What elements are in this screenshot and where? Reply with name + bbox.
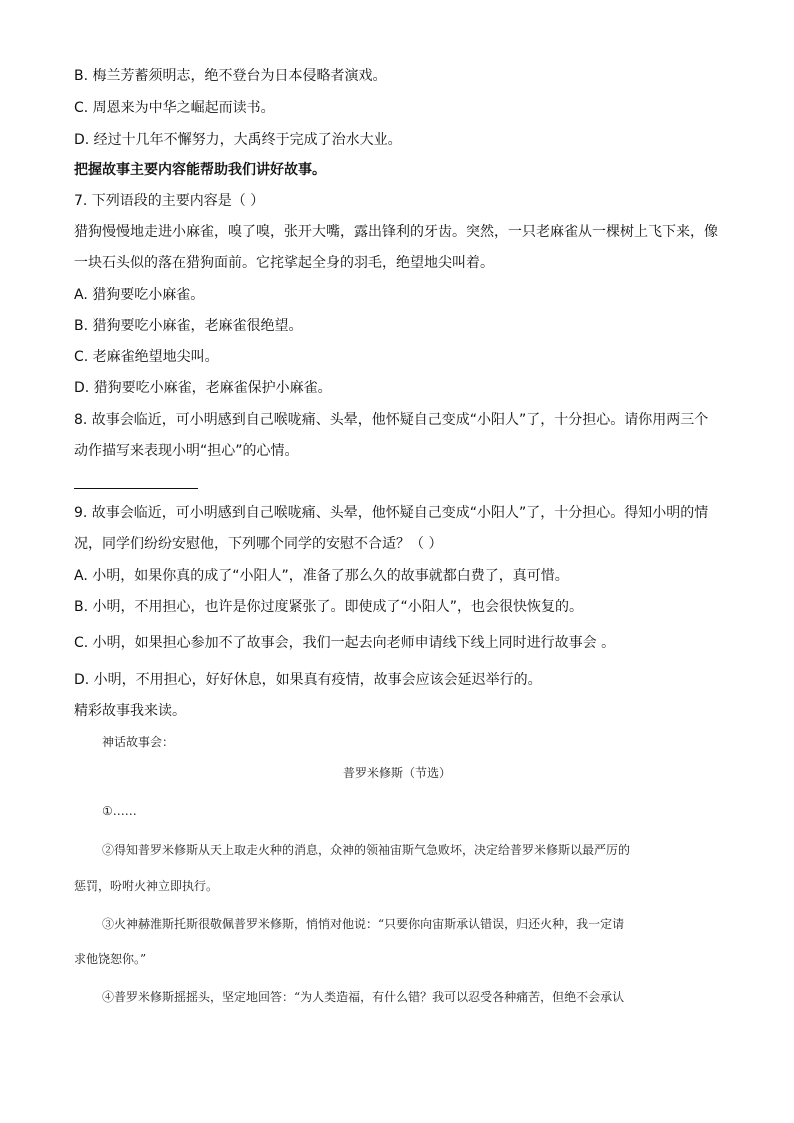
q8-line1: 8. 故事会临近，可小明感到自己喉咙痛、头晕，他怀疑自己变成“小阳人”了，十分担心。请你用两三个 (74, 412, 709, 428)
q9-option-a: A. 小明，如果你真的成了“小阳人”，准备了那么久的故事就都白费了，真可惜。 (74, 568, 569, 584)
section-heading: 把握故事主要内容能帮助我们讲好故事。 (74, 162, 326, 178)
q8-answer-blank[interactable] (74, 488, 198, 489)
q9-option-b: B. 小明，不用担心，也许是你过度紧张了。即使成了“小阳人”，也会很快恢复的。 (74, 599, 584, 615)
q7-option-a: A. 猎狗要吃小麻雀。 (74, 287, 205, 303)
story-paragraph-4-line1: ④普罗米修斯摇摇头，坚定地回答：“为人类造福，有什么错？我可以忍受各种痛苦，但绝不会承认 (102, 990, 625, 1004)
story-label: 神话故事会： (102, 735, 175, 749)
q9-option-d: D. 小明，不用担心，好好休息，如果真有疫情，故事会应该会延迟举行的。 (74, 672, 542, 688)
story-paragraph-3-line2: 求他饶恕你。” (74, 952, 147, 966)
reading-heading: 精彩故事我来读。 (74, 703, 186, 719)
story-title: 普罗米修斯（节选） (342, 766, 451, 780)
q9-option-c: C. 小明，如果担心参加不了故事会，我们一起去向老师申请线下线上同时进行故事会 。 (74, 635, 616, 651)
q6-option-d: D. 经过十几年不懈努力，大禹终于完成了治水大业。 (74, 132, 402, 148)
q7-option-c: C. 老麻雀绝望地尖叫。 (74, 349, 219, 365)
story-paragraph-1: ①…… (102, 804, 137, 818)
q8-line2: 动作描写来表现小明“担心”的心情。 (74, 443, 299, 459)
story-paragraph-3-line1: ③火神赫淮斯托斯很敬佩普罗米修斯，悄悄对他说：“只要你向宙斯承认错误，归还火种，我一定请 (102, 917, 625, 931)
q7-passage-line1: 猎狗慢慢地走进小麻雀，嗅了嗅，张开大嘴，露出锋利的牙齿。突然，一只老麻雀从一棵树上飞下来，像 (74, 224, 718, 240)
q7-passage-line2: 一块石头似的落在猎狗面前。它挓挲起全身的羽毛，绝望地尖叫着。 (74, 255, 494, 271)
story-paragraph-2-line2: 惩罚，吩咐火神立即执行。 (74, 879, 219, 893)
q6-option-b: B. 梅兰芳蓄须明志，绝不登台为日本侵略者演戏。 (74, 68, 387, 84)
q9-line2: 况，同学们纷纷安慰他，下列哪个同学的安慰不合适？（ ） (74, 536, 443, 552)
q7-option-b: B. 猎狗要吃小麻雀，老麻雀很绝望。 (74, 318, 303, 334)
q7-option-d: D. 猎狗要吃小麻雀，老麻雀保护小麻雀。 (74, 380, 332, 396)
story-paragraph-2-line1: ②得知普罗米修斯从天上取走火种的消息，众神的领袖宙斯气急败坏，决定给普罗米修斯以最严厉的 (102, 843, 631, 857)
q9-line1: 9. 故事会临近，可小明感到自己喉咙痛、头晕，他怀疑自己变成“小阳人”了，十分担心。得知小明的情 (74, 505, 709, 521)
q7-stem: 7. 下列语段的主要内容是（ ） (74, 193, 265, 209)
q6-option-c: C. 周恩来为中华之崛起而读书。 (74, 100, 275, 116)
